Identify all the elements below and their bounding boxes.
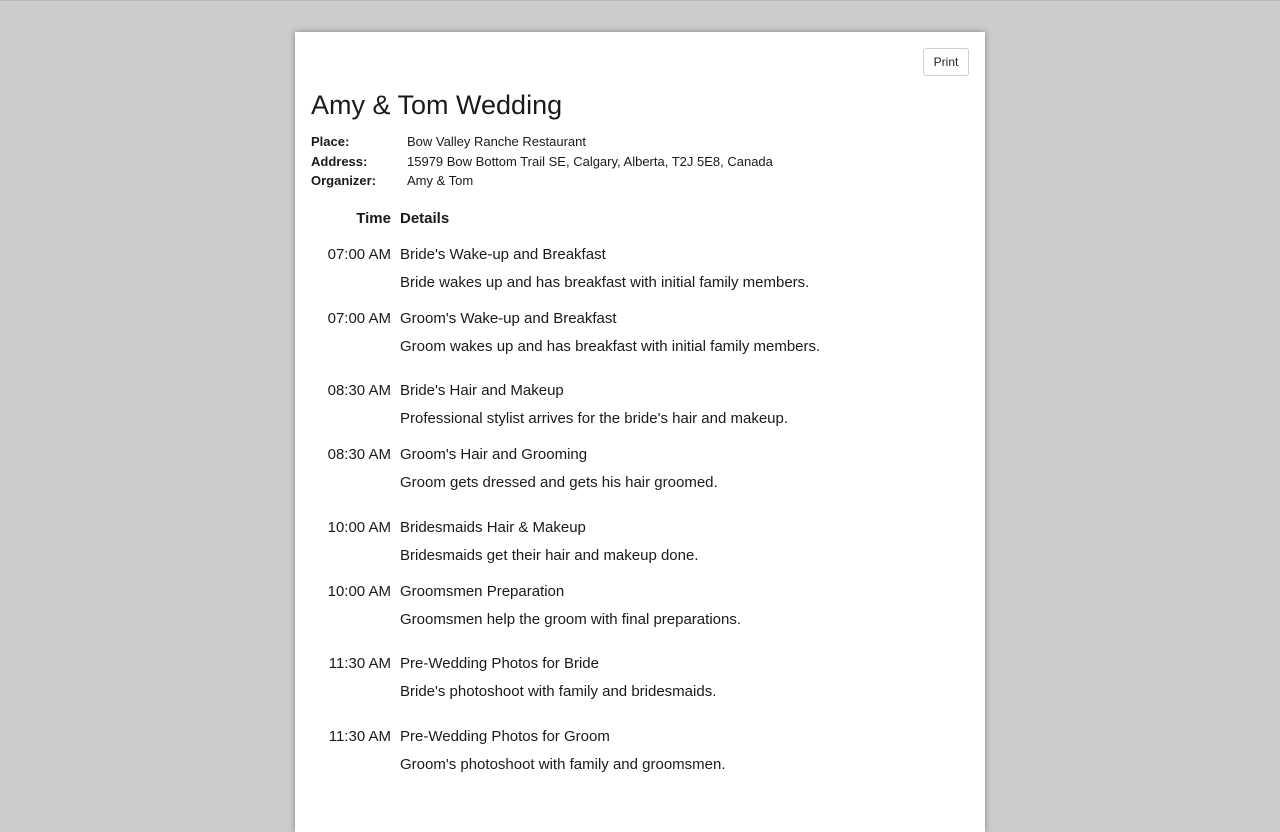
entry-description: Bride's photoshoot with family and bridesmaids. xyxy=(400,683,717,700)
info-value-organizer: Amy & Tom xyxy=(407,173,474,188)
page-title: Amy & Tom Wedding xyxy=(311,90,563,120)
entry-title: Pre-Wedding Photos for Bride xyxy=(400,655,599,672)
entry-description: Groom gets dressed and gets his hair groomed. xyxy=(400,474,718,491)
entry-title: Groom's Wake-up and Breakfast xyxy=(400,310,617,327)
entry-title: Bride's Hair and Makeup xyxy=(400,382,564,399)
info-row-address xyxy=(311,152,773,172)
info-row-place xyxy=(311,132,773,152)
entry-time: 11:30 AM xyxy=(328,655,391,672)
schedule-entry xyxy=(295,582,985,632)
schedule-entry xyxy=(295,309,985,359)
info-label-place: Place: xyxy=(311,134,350,149)
entry-description: Groom's photoshoot with family and groomsmen. xyxy=(400,756,726,773)
top-divider xyxy=(0,0,1280,1)
schedule-entry xyxy=(295,654,985,704)
entry-title: Groomsmen Preparation xyxy=(400,583,565,600)
entry-title: Pre-Wedding Photos for Groom xyxy=(400,728,610,745)
info-row-organizer xyxy=(311,171,773,191)
entry-title: Bride's Wake-up and Breakfast xyxy=(400,246,606,263)
print-button[interactable]: Print xyxy=(923,48,969,76)
entry-title: Bridesmaids Hair & Makeup xyxy=(400,519,586,536)
entry-title: Groom's Hair and Grooming xyxy=(400,446,588,463)
schedule-entry xyxy=(295,727,985,777)
entry-time: 08:30 AM xyxy=(327,446,391,463)
schedule-entry xyxy=(295,445,985,495)
entry-time: 07:00 AM xyxy=(327,310,391,327)
entry-time: 07:00 AM xyxy=(327,246,391,263)
entry-description: Bridesmaids get their hair and makeup done. xyxy=(400,547,699,564)
document-page xyxy=(295,32,985,832)
schedule-entry xyxy=(295,245,985,295)
schedule-entry xyxy=(295,381,985,431)
schedule-entry xyxy=(295,518,985,568)
entry-time: 10:00 AM xyxy=(327,519,391,536)
info-value-address: 15979 Bow Bottom Trail SE, Calgary, Alberta, T2J 5E8, Canada xyxy=(407,153,773,169)
entry-description: Groom wakes up and has breakfast with initial family members. xyxy=(400,338,821,355)
entry-description: Professional stylist arrives for the bride's hair and makeup. xyxy=(400,410,789,427)
entry-time: 11:30 AM xyxy=(328,728,391,745)
info-label-organizer: Organizer: xyxy=(311,173,377,188)
details-column-header: Details xyxy=(400,210,450,227)
entry-time: 08:30 AM xyxy=(327,382,391,399)
info-label-address: Address: xyxy=(311,153,368,169)
time-column-header: Time xyxy=(356,210,391,227)
entry-time: 10:00 AM xyxy=(327,583,391,600)
info-value-place: Bow Valley Ranche Restaurant xyxy=(407,134,586,149)
entry-description: Bride wakes up and has breakfast with initial family members. xyxy=(400,274,810,291)
event-info xyxy=(311,132,773,191)
entry-description: Groomsmen help the groom with final preparations. xyxy=(400,611,742,628)
